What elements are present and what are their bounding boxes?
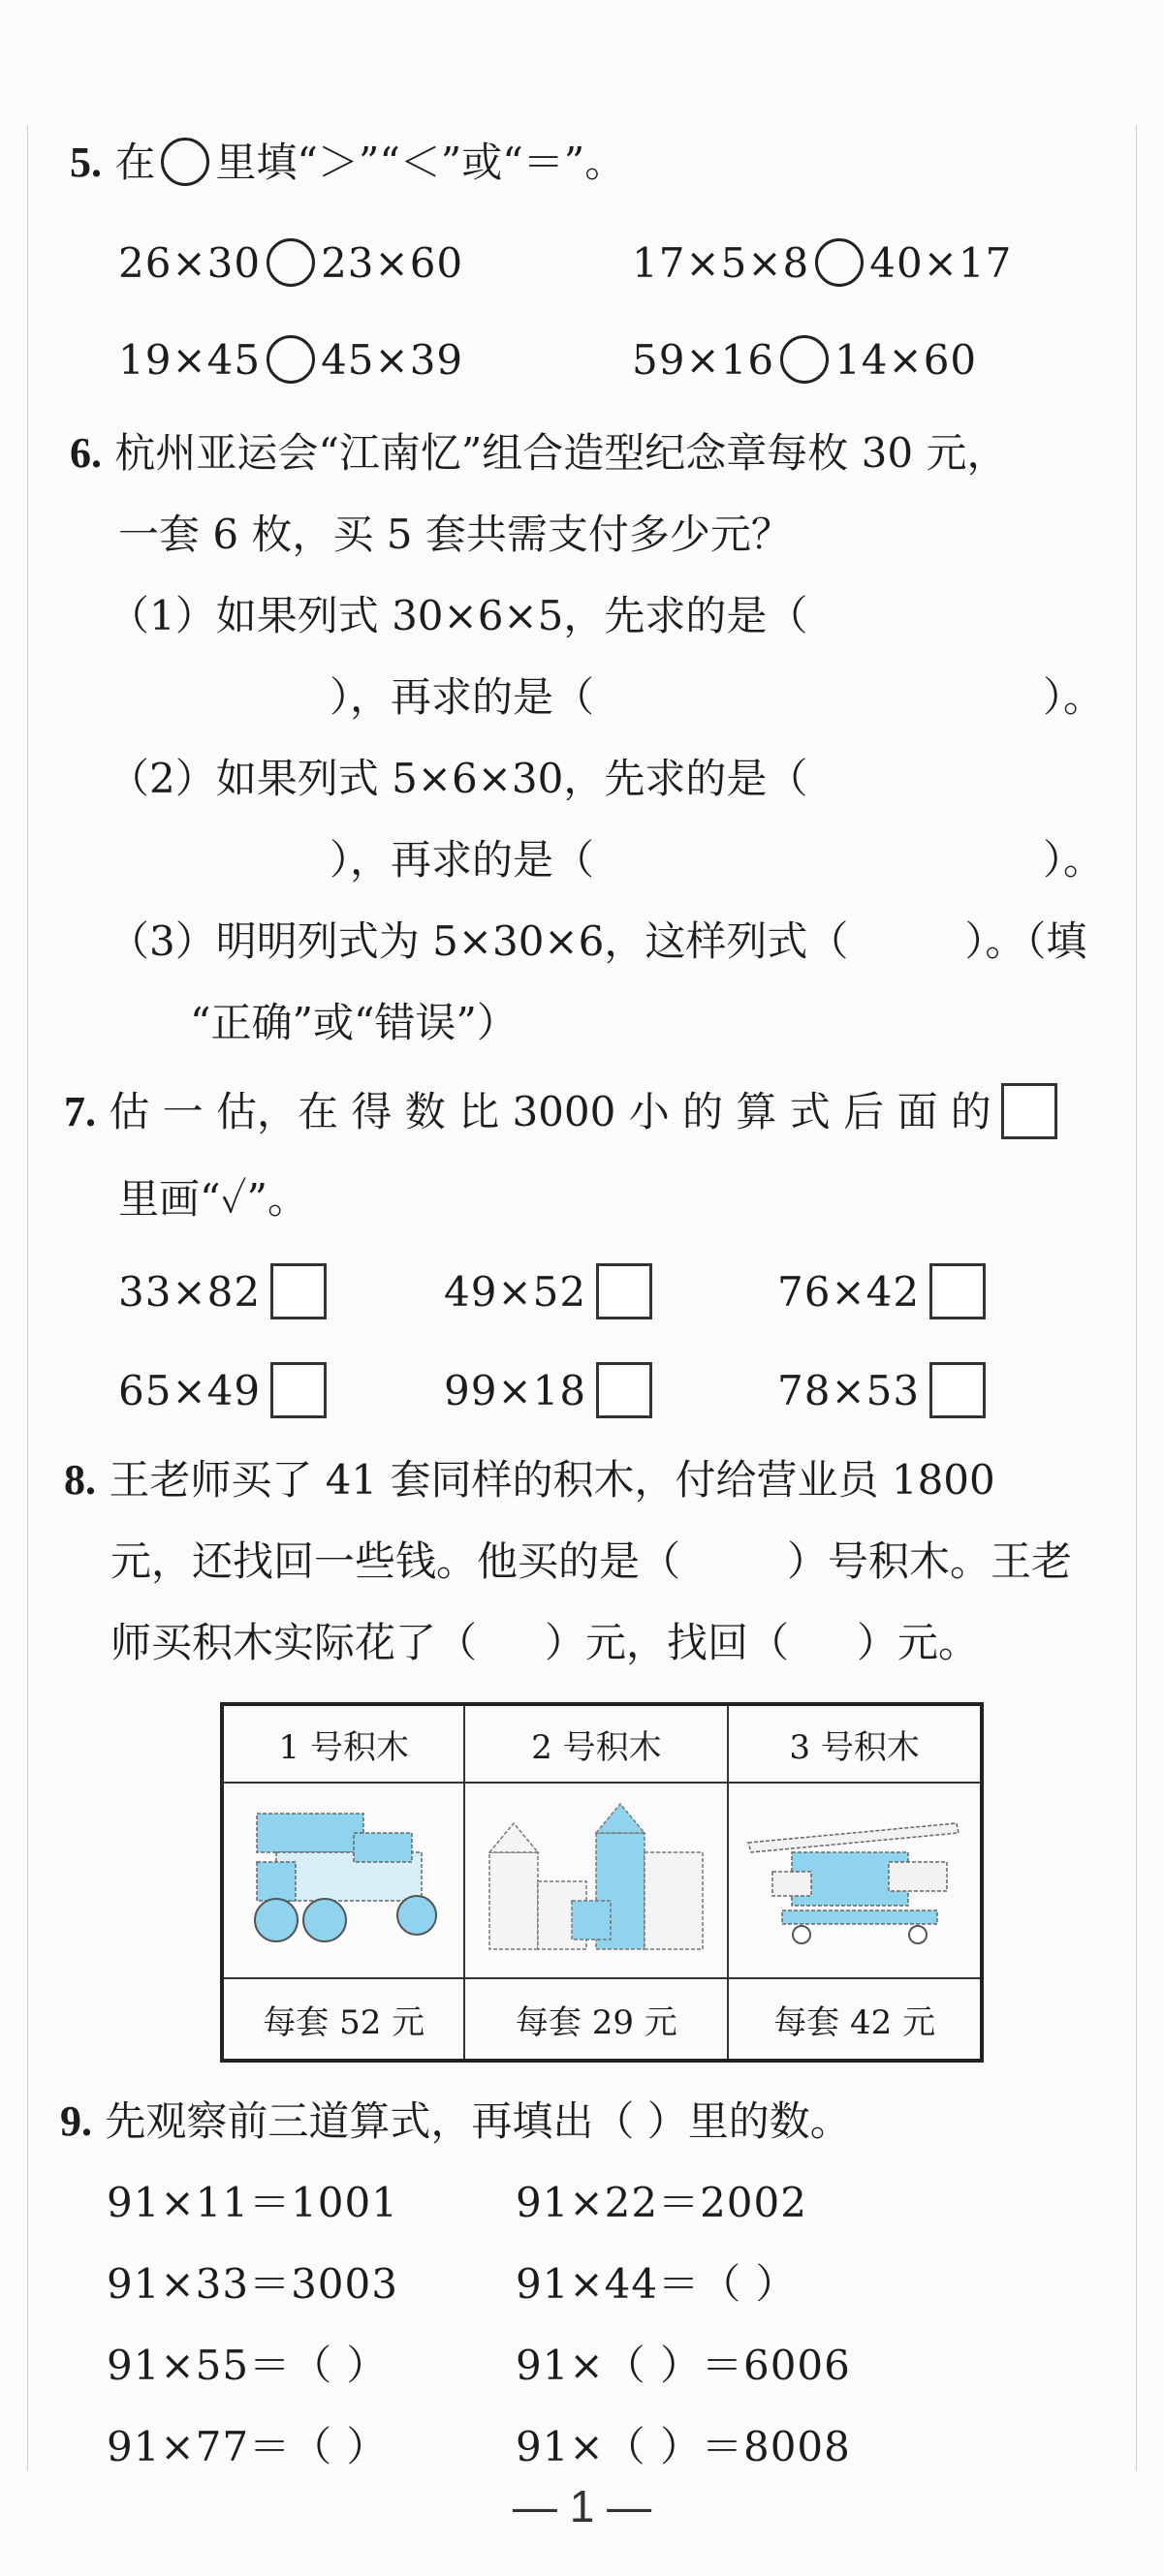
q7-expr: 99×18 <box>444 1364 652 1422</box>
block-2-image <box>464 1783 728 1978</box>
q8-line2: 元，还找回一些钱。他买的是（ ）号积木。王老 <box>110 1537 1073 1585</box>
q6-part3-line1: （3）明明列式为 5×30×6，这样列式（ ）。（填 <box>109 917 1087 965</box>
q9-eq[interactable]: 91×77＝（ ） <box>107 2423 389 2470</box>
q7-line1: 7. 估 一 估，在 得 数 比 3000 小 的 算 式 后 面 的 <box>64 1085 1057 1143</box>
block-helicopter-icon <box>743 1794 966 1959</box>
header-block-1: 1 号积木 <box>222 1704 464 1783</box>
price-block-1: 每套 52 元 <box>222 1978 464 2061</box>
q7-expr: 65×49 <box>118 1364 327 1422</box>
q6-line2: 一套 6 枚，买 5 套共需支付多少元？ <box>118 511 792 558</box>
q9-eq[interactable]: 91×44＝（ ） <box>516 2260 798 2308</box>
answer-box[interactable] <box>929 1263 986 1319</box>
block-3-image <box>728 1783 982 1978</box>
q5-number: 5. <box>70 139 102 186</box>
q9-eq[interactable]: 91×（ ）＝6006 <box>516 2342 851 2389</box>
compare-circle[interactable] <box>780 335 829 384</box>
q6-number: 6. <box>70 429 102 477</box>
q5-expr: 17×5×8 40×17 <box>632 239 1013 287</box>
circle-icon <box>161 138 209 186</box>
q6-part2-line2[interactable]: ），再求的是（ <box>330 836 595 884</box>
q6-part1-end: ）。 <box>1043 673 1105 721</box>
q7-expr: 33×82 <box>118 1265 327 1323</box>
q6-part2-line1: （2）如果列式 5×6×30，先求的是（ <box>109 755 808 802</box>
q9-eq: 91×22＝2002 <box>516 2179 807 2226</box>
price-block-3: 每套 42 元 <box>728 1978 982 2061</box>
check-box <box>1001 1083 1057 1139</box>
answer-box[interactable] <box>596 1362 652 1418</box>
q9-eq[interactable]: 91×（ ）＝8008 <box>516 2423 851 2470</box>
q8-line3: 师买积木实际花了（ ）元，找回（ ）元。 <box>110 1619 980 1666</box>
blocks-table <box>220 1702 984 2063</box>
q7-expr: 76×42 <box>777 1265 986 1323</box>
q6-line1: 6. 杭州亚运会“江南忆”组合造型纪念章每枚 30 元， <box>70 429 1008 477</box>
left-margin-line <box>27 126 28 2470</box>
q8-line1: 8. 王老师买了 41 套同样的积木，付给营业员 1800 <box>64 1456 995 1504</box>
q5-prompt: 5. 在 里填“＞”“＜”或“＝”。 <box>70 139 626 186</box>
header-block-3: 3 号积木 <box>728 1704 982 1783</box>
q5-expr: 26×30 23×60 <box>118 239 464 287</box>
answer-box[interactable] <box>270 1362 327 1418</box>
answer-box[interactable] <box>596 1263 652 1319</box>
right-margin-line <box>1136 126 1137 2470</box>
q9-eq: 91×11＝1001 <box>107 2179 398 2226</box>
page-number: — 1 — <box>512 2481 652 2531</box>
q6-part3-line2: “正确”或“错误”） <box>190 999 518 1046</box>
q9-eq[interactable]: 91×55＝（ ） <box>107 2342 389 2389</box>
q5-expr: 59×16 14×60 <box>632 336 978 384</box>
q7-line2: 里画“✓”。 <box>118 1175 309 1223</box>
q6-part1-line1: （1）如果列式 30×6×5，先求的是（ <box>109 592 808 639</box>
q9-intro: 9. 先观察前三道算式，再填出（ ）里的数。 <box>60 2097 851 2145</box>
q7-expr: 49×52 <box>444 1265 652 1323</box>
q7-expr: 78×53 <box>777 1364 986 1422</box>
compare-circle[interactable] <box>815 238 864 287</box>
q9-eq: 91×33＝3003 <box>107 2260 398 2308</box>
price-block-2: 每套 29 元 <box>464 1978 728 2061</box>
header-block-2: 2 号积木 <box>464 1704 728 1783</box>
q6-part1-line2[interactable]: ），再求的是（ <box>330 673 595 721</box>
block-1-image <box>222 1783 464 1978</box>
q6-part2-end: ）。 <box>1043 836 1105 884</box>
block-castle-icon <box>480 1794 712 1959</box>
q9-number: 9. <box>60 2097 92 2145</box>
q8-number: 8. <box>64 1456 96 1504</box>
block-car-icon <box>237 1794 451 1959</box>
compare-circle[interactable] <box>267 238 315 287</box>
answer-box[interactable] <box>929 1362 986 1418</box>
answer-box[interactable] <box>270 1263 327 1319</box>
q5-expr: 19×45 45×39 <box>118 336 464 384</box>
compare-circle[interactable] <box>267 335 315 384</box>
q7-number: 7. <box>64 1088 96 1135</box>
